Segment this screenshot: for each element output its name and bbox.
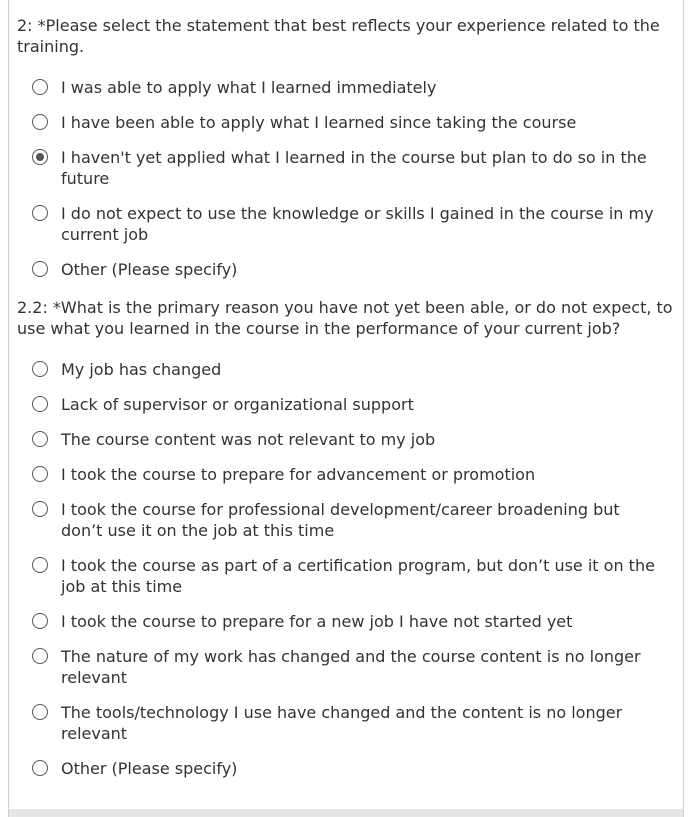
option-list bbox=[17, 359, 681, 779]
radio-button[interactable] bbox=[32, 760, 48, 776]
radio-button[interactable] bbox=[32, 79, 48, 95]
radio-button[interactable] bbox=[32, 114, 48, 130]
panel-footer-bar bbox=[8, 809, 684, 817]
option-label: I do not expect to use the knowledge or skills I gained in the course in my current job bbox=[61, 204, 654, 244]
question-title: 2: *Please select the statement that best reflects your experience related to the training. bbox=[17, 16, 660, 56]
radio-button[interactable] bbox=[32, 361, 48, 377]
radio-button-selected[interactable] bbox=[32, 149, 48, 165]
radio-button[interactable] bbox=[32, 557, 48, 573]
option-apply-immediately[interactable] bbox=[17, 77, 681, 98]
option-applied-since[interactable] bbox=[17, 112, 681, 133]
question-2 bbox=[17, 15, 681, 293]
option-label: My job has changed bbox=[61, 360, 222, 379]
radio-button[interactable] bbox=[32, 613, 48, 629]
option-label: Other (Please specify) bbox=[61, 759, 238, 778]
radio-button[interactable] bbox=[32, 501, 48, 517]
option-job-changed[interactable] bbox=[17, 359, 681, 380]
option-label: I was able to apply what I learned immediately bbox=[61, 78, 437, 97]
option-work-changed[interactable] bbox=[17, 646, 681, 688]
option-advancement[interactable] bbox=[17, 464, 681, 485]
option-label: The tools/technology I use have changed and the content is no longer relevant bbox=[61, 703, 623, 743]
option-not-relevant[interactable] bbox=[17, 429, 681, 450]
option-plan-to-apply[interactable] bbox=[17, 147, 681, 189]
radio-button[interactable] bbox=[32, 205, 48, 221]
survey-panel bbox=[8, 0, 684, 809]
option-label: I haven't yet applied what I learned in the course but plan to do so in the future bbox=[61, 148, 647, 188]
option-new-job[interactable] bbox=[17, 611, 681, 632]
option-label: Lack of supervisor or organizational support bbox=[61, 395, 414, 414]
radio-button[interactable] bbox=[32, 466, 48, 482]
radio-button[interactable] bbox=[32, 396, 48, 412]
option-label: I took the course to prepare for advancement or promotion bbox=[61, 465, 536, 484]
option-list bbox=[17, 77, 681, 280]
option-label: I took the course to prepare for a new job I have not started yet bbox=[61, 612, 573, 631]
option-lack-support[interactable] bbox=[17, 394, 681, 415]
option-label: Other (Please specify) bbox=[61, 260, 238, 279]
radio-button[interactable] bbox=[32, 431, 48, 447]
option-professional-development[interactable] bbox=[17, 499, 681, 541]
radio-button[interactable] bbox=[32, 704, 48, 720]
question-title: 2.2: *What is the primary reason you have not yet been able, or do not expect, to use what you learned in the course in the performance of your current job? bbox=[17, 298, 673, 338]
option-label: The course content was not relevant to my job bbox=[61, 430, 436, 449]
radio-button[interactable] bbox=[32, 648, 48, 664]
option-certification[interactable] bbox=[17, 555, 681, 597]
option-label: The nature of my work has changed and the course content is no longer relevant bbox=[61, 647, 641, 687]
option-label: I have been able to apply what I learned since taking the course bbox=[61, 113, 577, 132]
option-tools-changed[interactable] bbox=[17, 702, 681, 744]
option-other[interactable] bbox=[17, 259, 681, 280]
option-label: I took the course for professional development/career broadening but don’t use it on the job at this time bbox=[61, 500, 620, 540]
question-2-2 bbox=[17, 297, 681, 793]
option-other[interactable] bbox=[17, 758, 681, 779]
radio-button[interactable] bbox=[32, 261, 48, 277]
option-label: I took the course as part of a certification program, but don’t use it on the job at this time bbox=[61, 556, 655, 596]
option-not-expect-use[interactable] bbox=[17, 203, 681, 245]
